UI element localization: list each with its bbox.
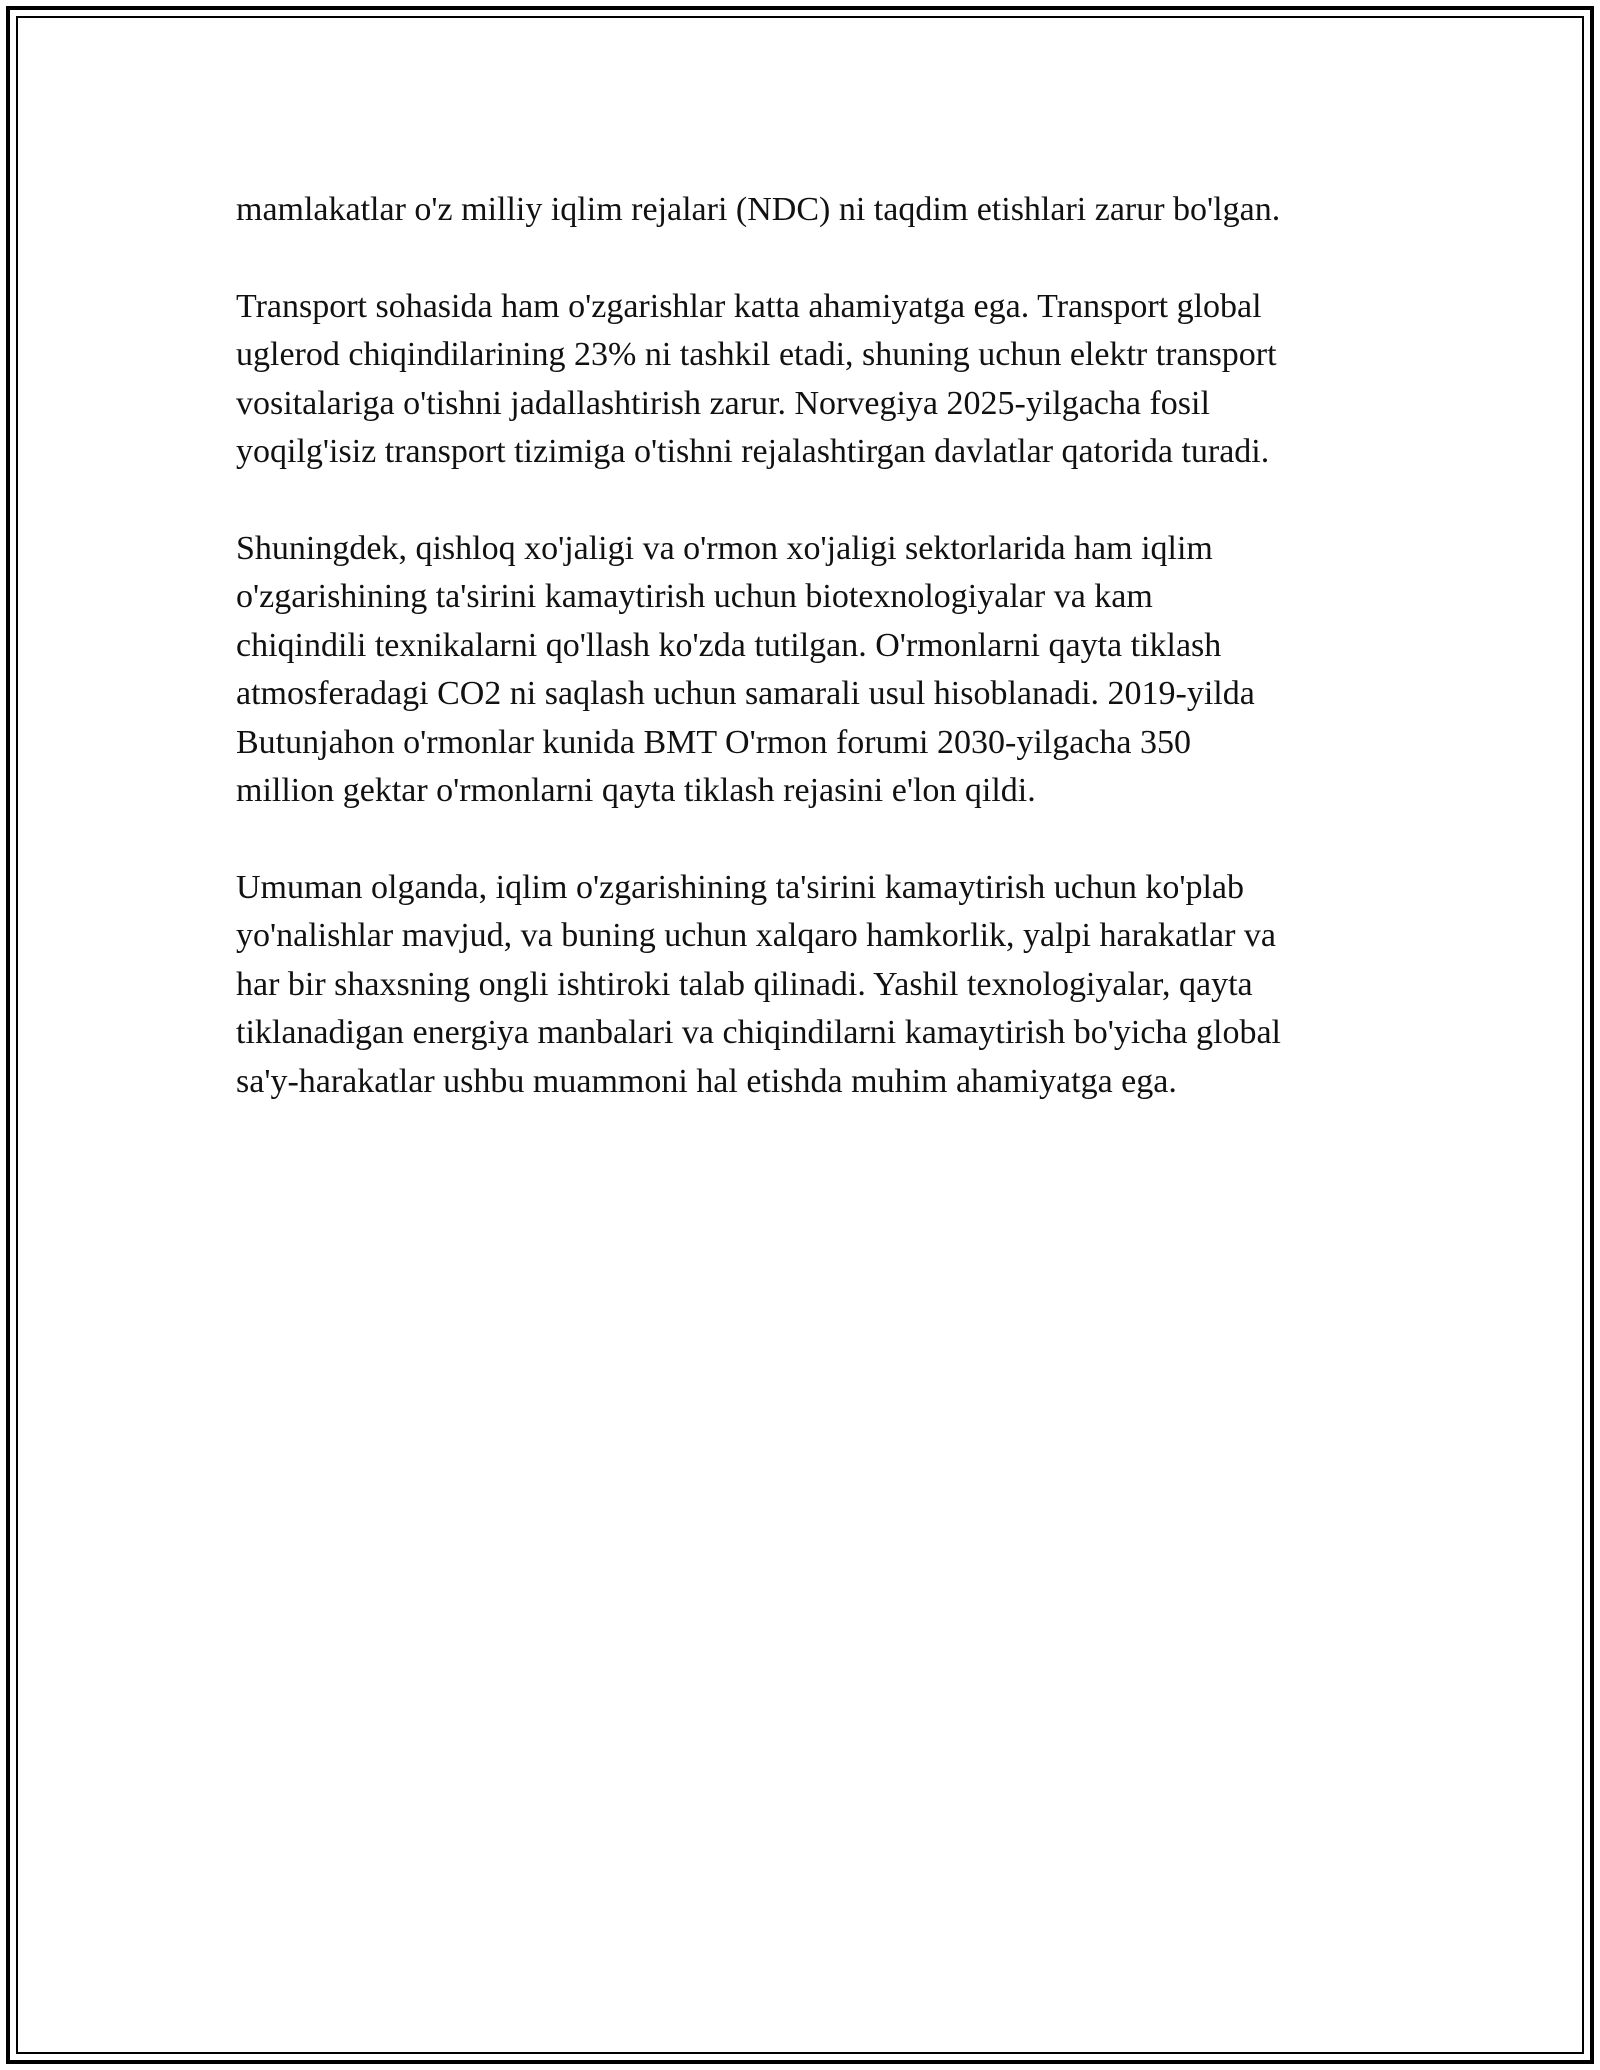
- document-body: [236, 186, 1366, 1154]
- text-line: yoqilg'isiz transport tizimiga o'tishni rejalashtirgan davlatlar qatorida turadi.: [236, 433, 1270, 470]
- text-line: mamlakatlar o'z milliy iqlim rejalari (NDC) ni taqdim etishlari zarur bo'lgan.: [236, 191, 1281, 228]
- text-line: Transport sohasida ham o'zgarishlar katta ahamiyatga ega. Transport global: [236, 287, 1262, 325]
- text-line: tiklanadigan energiya manbalari va chiqindilarni kamaytirish bo'yicha global: [236, 1014, 1282, 1051]
- paragraph-agriculture-forestry: [236, 525, 1366, 816]
- text-line: Umuman olganda, iqlim o'zgarishining ta'sirini kamaytirish uchun ko'plab: [236, 868, 1244, 906]
- text-line: million gektar o'rmonlarni qayta tiklash rejasini e'lon qildi.: [236, 772, 1036, 809]
- text-line: uglerod chiqindilarining 23% ni tashkil etadi, shuning uchun elektr transport: [236, 336, 1277, 373]
- text-line: har bir shaxsning ongli ishtiroki talab qilinadi. Yashil texnologiyalar, qayta: [236, 965, 1253, 1003]
- text-line: atmosferadagi CO2 ni saqlash uchun samarali usul hisoblanadi. 2019-yilda: [236, 675, 1255, 712]
- text-line: sa'y-harakatlar ushbu muammoni hal etishda muhim ahamiyatga ega.: [236, 1062, 1177, 1100]
- paragraph-transport: [236, 283, 1366, 477]
- text-line: yo'nalishlar mavjud, va buning uchun xalqaro hamkorlik, yalpi harakatlar va: [236, 917, 1276, 954]
- text-line: vositalariga o'tishni jadallashtirish zarur. Norvegiya 2025-yilgacha fosil: [236, 384, 1210, 422]
- text-line: Butunjahon o'rmonlar kunida BMT O'rmon forumi 2030-yilgacha 350: [236, 723, 1191, 761]
- text-line: chiqindili texnikalarni qo'llash ko'zda tutilgan. O'rmonlarni qayta tiklash: [236, 626, 1222, 664]
- text-line: Shuningdek, qishloq xo'jaligi va o'rmon xo'jaligi sektorlarida ham iqlim: [236, 529, 1213, 567]
- text-line: o'zgarishining ta'sirini kamaytirish uchun biotexnologiyalar va kam: [236, 578, 1153, 615]
- paragraph-ndc: [236, 186, 1366, 235]
- paragraph-conclusion: [236, 864, 1366, 1107]
